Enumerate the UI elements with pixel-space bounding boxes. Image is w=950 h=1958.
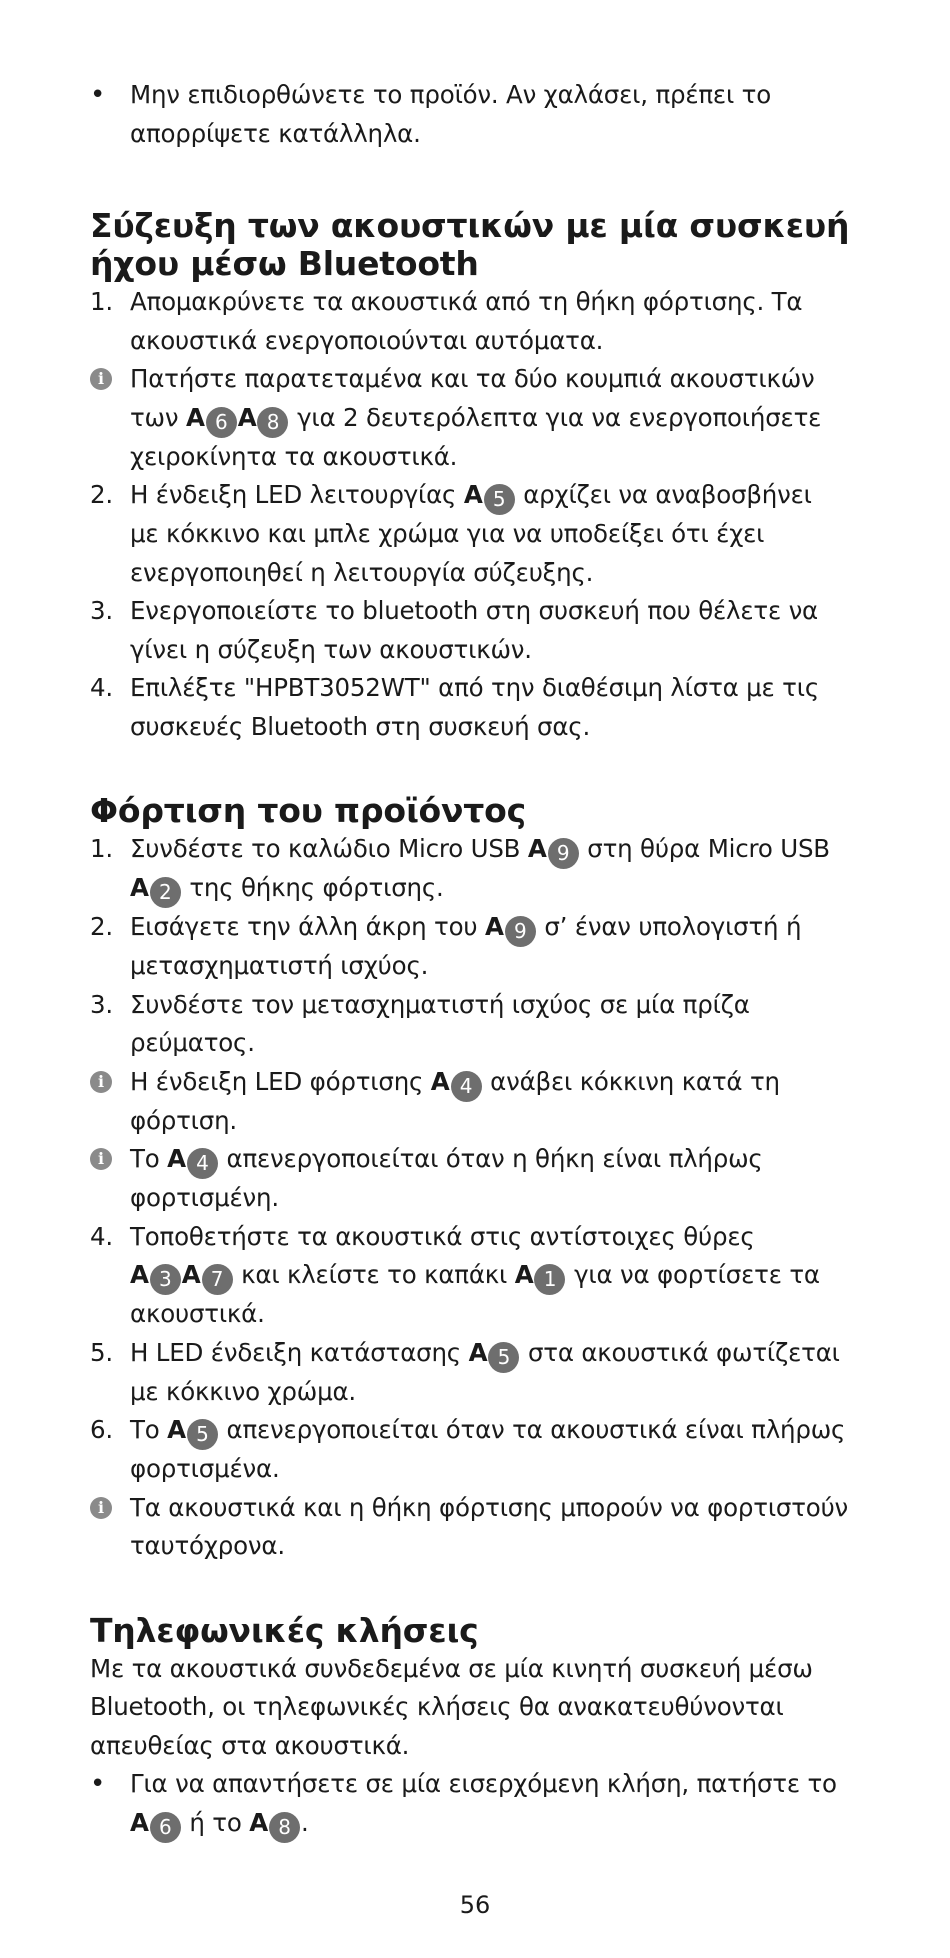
step-text-line (130, 1334, 870, 1373)
numbered-circle-badge: 7 (202, 1264, 233, 1295)
bullet-marker: • (90, 1769, 106, 1799)
reference-badge (485, 912, 537, 941)
step-text: Συνδέστε το καλώδιο Micro USB (130, 834, 521, 863)
note-text-line: ταυτόχρονα. (130, 1531, 285, 1560)
reference-badge (464, 480, 516, 509)
charging-step-4 (90, 1218, 870, 1334)
reference-badge (130, 1260, 182, 1289)
paragraph-line: Με τα ακουστικά συνδεδεμένα σε μία κινητή συσκευή μέσω (90, 1653, 813, 1683)
bullet-marker: • (90, 80, 106, 110)
step-text-line: γίνει η σύζευξη των ακουστικών. (130, 634, 532, 664)
pairing-note-1 (90, 360, 870, 476)
reference-badge (469, 1338, 521, 1367)
reference-letter: A (237, 402, 257, 432)
section-heading-charging: Φόρτιση του προϊόντος (90, 791, 526, 830)
step-number: 1. (90, 834, 113, 863)
numbered-circle-badge: 1 (534, 1264, 565, 1295)
note-text-line: φόρτιση. (130, 1105, 237, 1135)
note-text: απενεργοποιείται όταν η θήκη είναι πλήρως (226, 1144, 763, 1173)
reference-badge (515, 1260, 567, 1289)
note-text-line: Τα ακουστικά και η θήκη φόρτισης μπορούν να φορτιστούν (130, 1492, 849, 1522)
step-text-line: συσκευές Bluetooth στη συσκευή σας. (130, 711, 591, 741)
pairing-step-1 (90, 283, 870, 360)
pairing-step-4 (90, 669, 870, 746)
charging-note-3 (90, 1489, 870, 1566)
reference-badge (130, 1808, 182, 1837)
heading-line: ήχου μέσω Bluetooth (90, 244, 479, 283)
numbered-circle-badge: 6 (206, 407, 237, 438)
reference-letter: A (130, 873, 149, 902)
note-text: των (130, 402, 179, 432)
numbered-circle-badge: 8 (269, 1812, 300, 1843)
step-text-line: ακουστικά ενεργοποιούνται αυτόματα. (130, 325, 604, 355)
step-number: 3. (90, 596, 113, 625)
reference-letter: A (130, 1807, 149, 1837)
reference-letter: A (249, 1807, 268, 1837)
step-text: στα ακουστικά φωτίζεται (527, 1337, 840, 1367)
step-text-line (130, 908, 870, 947)
note-text-line (130, 1063, 870, 1102)
reference-letter: A (430, 1066, 450, 1096)
step-text-line: μετασχηματιστή ισχύος. (130, 951, 429, 980)
numbered-circle-badge: 4 (187, 1148, 218, 1179)
step-text-line: ακουστικά. (130, 1299, 265, 1328)
step-number: 2. (90, 480, 113, 509)
bullet-text: ή το (189, 1807, 242, 1837)
section-heading-calls: Τηλεφωνικές κλήσεις (90, 1610, 479, 1650)
reference-letter: A (181, 1260, 201, 1289)
step-text-line: Ενεργοποιείστε το bluetooth στη συσκευή που θέλετε να (130, 596, 819, 625)
step-text: σ’ έναν υπολογιστή ή (544, 912, 802, 941)
step-text: Εισάγετε την άλλη άκρη του (130, 912, 478, 941)
reference-badge (167, 1144, 219, 1173)
paragraph-line: Bluetooth, οι τηλεφωνικές κλήσεις θα ανακατευθύνονται (90, 1692, 784, 1721)
step-text-line: Τοποθετήστε τα ακουστικά στις αντίστοιχες θύρες (130, 1221, 755, 1251)
note-text-line (130, 399, 870, 438)
reference-letter: A (527, 834, 547, 863)
step-text-line: ρεύματος. (130, 1028, 255, 1057)
info-circle-icon: i (90, 368, 112, 390)
note-text: Η ένδειξη LED φόρτισης (130, 1066, 424, 1096)
manual-page-content (90, 76, 870, 1843)
note-text-line: χειροκίνητα τα ακουστικά. (130, 441, 458, 471)
numbered-circle-badge: 2 (150, 877, 181, 908)
charging-step-6 (90, 1411, 870, 1489)
step-number: 3. (90, 989, 113, 1019)
note-text: για 2 δευτερόλεπτα για να ενεργοποιήσετε (297, 402, 822, 432)
numbered-circle-badge: 9 (505, 916, 536, 947)
paragraph-line: απευθείας στα ακουστικά. (90, 1730, 410, 1760)
step-number: 4. (90, 673, 113, 702)
reference-badge (182, 1260, 234, 1289)
bullet-item-answer-call (90, 1765, 870, 1843)
reference-badge (528, 834, 580, 863)
reference-letter: A (167, 1415, 186, 1444)
charging-step-3 (90, 986, 870, 1063)
step-number: 5. (90, 1337, 113, 1367)
step-text: Η LED ένδειξη κατάστασης (130, 1337, 461, 1367)
bullet-text-line: Για να απαντήσετε σε μία εισερχόμενη κλήση, πατήστε το (130, 1769, 837, 1798)
step-text: για να φορτίσετε τα (574, 1260, 820, 1289)
step-text-line (130, 476, 870, 515)
step-text: αρχίζει να αναβοσβήνει (523, 480, 812, 509)
step-number: 1. (90, 287, 113, 316)
bullet-text-line: Μην επιδιορθώνετε το προϊόν. Αν χαλάσει, πρέπει το (130, 80, 771, 109)
bullet-text-line (130, 1804, 870, 1843)
reference-badge (186, 403, 238, 432)
step-text-line: Συνδέστε τον μετασχηματιστή ισχύος σε μία πρίζα (130, 989, 750, 1019)
numbered-circle-badge: 5 (187, 1419, 218, 1450)
step-number: 2. (90, 912, 113, 941)
charging-note-2 (90, 1140, 870, 1218)
charging-step-1 (90, 830, 870, 908)
reference-letter: A (185, 402, 205, 432)
note-text-line (130, 1140, 870, 1179)
numbered-circle-badge: 3 (150, 1264, 181, 1295)
step-number: 4. (90, 1221, 113, 1251)
step-text: της θήκης φόρτισης. (189, 873, 444, 902)
reference-letter: A (468, 1337, 488, 1367)
info-circle-icon: i (90, 1148, 112, 1170)
bullet-text-line: απορρίψετε κατάλληλα. (130, 118, 421, 148)
numbered-circle-badge: 8 (257, 407, 288, 438)
bullet-item-repair (90, 76, 870, 153)
reference-letter: A (514, 1260, 534, 1289)
charging-step-5 (90, 1334, 870, 1412)
numbered-circle-badge: 4 (451, 1071, 482, 1102)
step-text: απενεργοποιείται όταν τα ακουστικά είναι πλήρως (226, 1415, 846, 1444)
step-text-line (130, 1411, 870, 1450)
step-text-line (130, 830, 870, 869)
numbered-circle-badge: 5 (488, 1342, 519, 1373)
numbered-circle-badge: 5 (484, 484, 515, 515)
reference-badge (167, 1415, 219, 1444)
note-text: Το (130, 1144, 160, 1173)
step-text: Το (130, 1415, 160, 1444)
pairing-step-3 (90, 592, 870, 669)
reference-badge (130, 873, 182, 902)
numbered-circle-badge: 9 (548, 838, 579, 869)
step-text: Η ένδειξη LED λειτουργίας (130, 480, 457, 509)
step-text-line: με κόκκινο χρώμα. (130, 1376, 357, 1406)
page-number: 56 (459, 1891, 491, 1919)
step-text-line: φορτισμένα. (130, 1454, 280, 1483)
heading-line: Σύζευξη των ακουστικών με μία συσκευή (90, 206, 850, 245)
reference-letter: A (463, 480, 483, 509)
note-text-line: Πατήστε παρατεταμένα και τα δύο κουμπιά ακουστικών (130, 364, 815, 393)
pairing-step-2 (90, 476, 870, 592)
info-circle-icon: i (90, 1071, 112, 1093)
charging-note-1 (90, 1063, 870, 1141)
step-text-line: Επιλέξτε "HPBT3052WT" από την διαθέσιμη λίστα με τις (130, 673, 819, 702)
reference-badge (431, 1067, 483, 1096)
calls-paragraph (90, 1650, 870, 1766)
reference-badge (249, 1808, 301, 1837)
step-text-line: ενεργοποιηθεί η λειτουργία σύζευξης. (130, 557, 594, 587)
note-text-line: φορτισμένη. (130, 1183, 279, 1212)
step-text-line: με κόκκινο και μπλε χρώμα για να υποδείξει ότι έχει (130, 519, 765, 548)
info-circle-icon: i (90, 1497, 112, 1519)
numbered-circle-badge: 6 (150, 1812, 181, 1843)
step-text-line: Απομακρύνετε τα ακουστικά από τη θήκη φόρτισης. Τα (130, 287, 803, 316)
reference-badge (238, 403, 290, 432)
bullet-text: . (300, 1807, 309, 1837)
step-text-line (130, 869, 870, 908)
note-text: ανάβει κόκκινη κατά τη (490, 1066, 780, 1096)
reference-letter: A (167, 1144, 186, 1173)
step-text: και κλείστε το καπάκι (241, 1260, 508, 1289)
section-heading-pairing (90, 207, 870, 283)
step-number: 6. (90, 1415, 113, 1444)
reference-letter: A (484, 912, 504, 941)
reference-letter: A (130, 1260, 149, 1289)
step-text-line (130, 1256, 870, 1295)
step-text: στη θύρα Micro USB (587, 834, 830, 863)
charging-step-2 (90, 908, 870, 986)
